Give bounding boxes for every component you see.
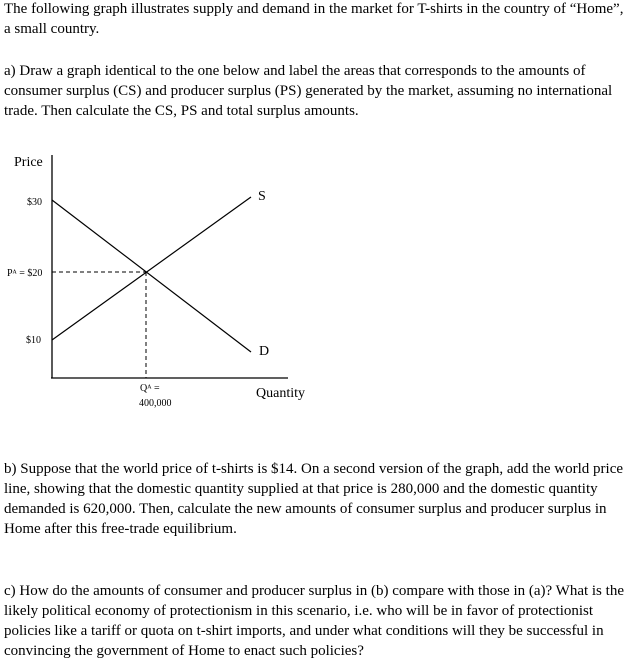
tick-10: $10	[26, 335, 41, 346]
tick-30: $30	[27, 197, 42, 208]
q-label-line1: Qᴬ =	[140, 383, 160, 394]
supply-label: S	[258, 189, 266, 204]
q-label-line2: 400,000	[139, 398, 172, 409]
intro-text: The following graph illustrates supply and demand in the market for T-shirts in the country of “Home”, a small country.	[4, 1, 624, 37]
part-a-text: a) Draw a graph identical to the one below and label the areas that corresponds to the amounts of consumer surplus (CS) and producer surplus (PS) generated by the market, assuming no international trade. Then calculate the CS, PS and total surplus amounts.	[4, 63, 613, 119]
demand-label: D	[259, 344, 270, 359]
supply-curve	[52, 197, 251, 340]
demand-curve	[52, 200, 251, 352]
y-axis-label: Price	[14, 155, 43, 170]
part-b-text: b) Suppose that the world price of t-shirts is $14. On a second version of the graph, add the world price line, showing that the domestic quantity supplied at that price is 280,000 and the domestic quantity demanded is 620,000. Then, calculate the new amounts of consumer surplus and producer surplus in Home after this free-trade equilibrium.	[4, 461, 624, 537]
tick-20: Pᴬ = $20	[7, 268, 43, 279]
part-c-text: c) How do the amounts of consumer and producer surplus in (b) compare with those in (a)? What is the likely political economy of protectionism in this scenario, i.e. who will be in favor of protectionist policies like a tariff or quota on t-shirt imports, and under what conditions will they be successful in convincing the government of Home to enact such policies?	[4, 583, 624, 659]
x-axis-label: Quantity	[256, 386, 305, 401]
